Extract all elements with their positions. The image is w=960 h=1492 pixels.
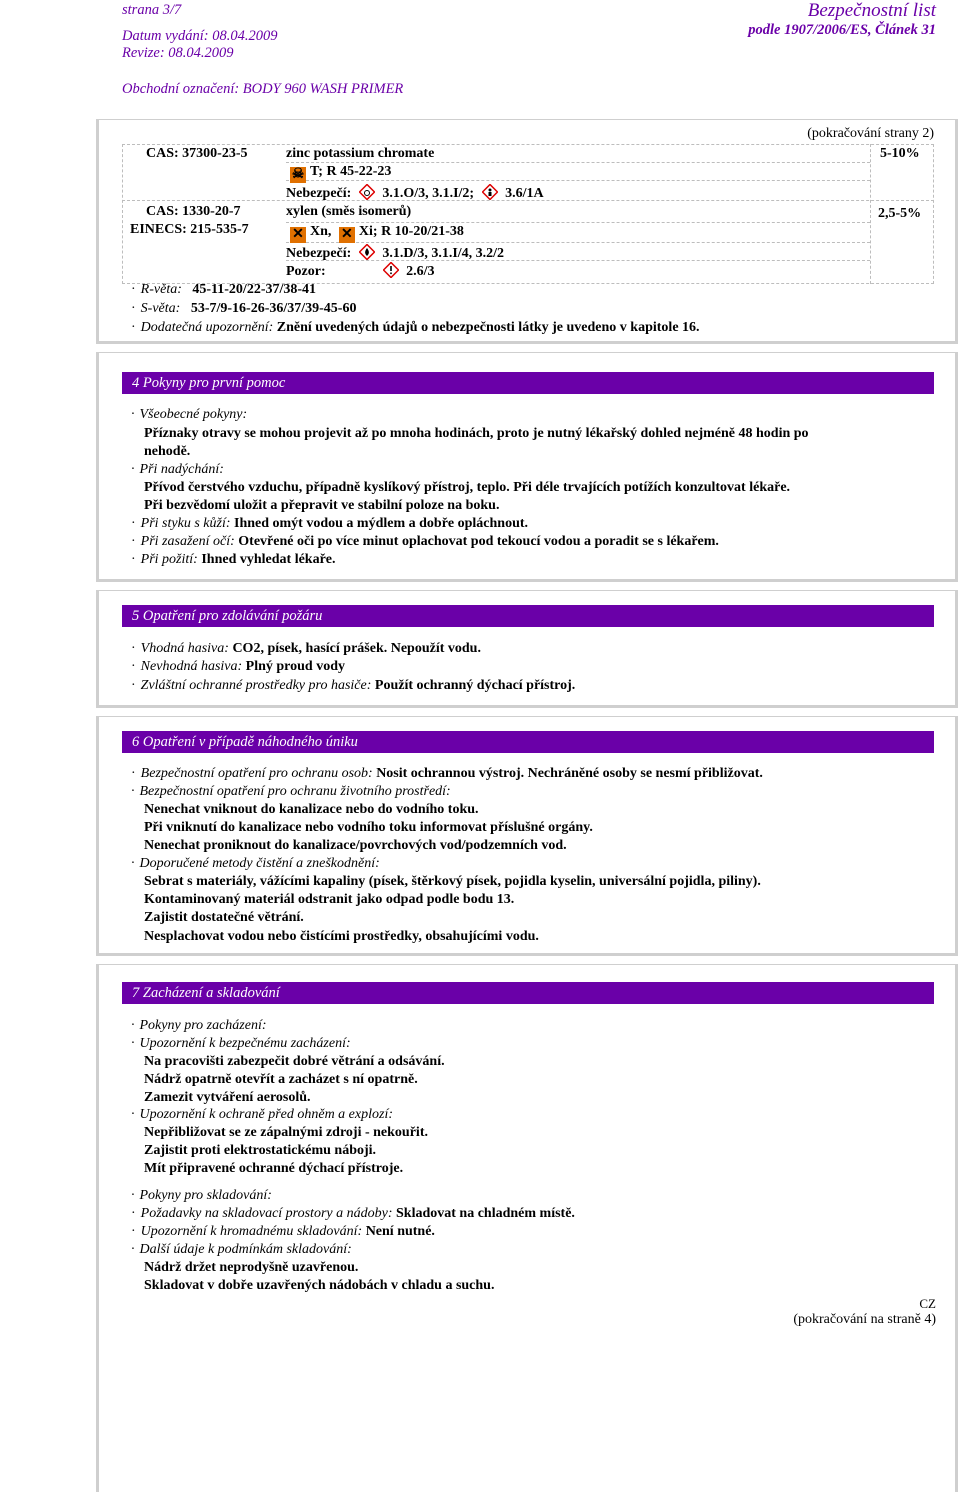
s7-handling-label: · Pokyny pro zacházení:	[131, 1017, 267, 1035]
s5-unsuitable: · Nevhodná hasiva: Plný proud vody	[131, 658, 345, 676]
component-2-concentration: 2,5-5%	[878, 206, 922, 221]
section-5-title: 5 Opatření pro zdolávání požáru	[122, 605, 934, 627]
s7-safe-3: Zamezit vytváření aerosolů.	[144, 1090, 311, 1105]
s4-inhalation-1: Přívod čerstvého vzduchu, případně kyslíkový přístroj, teplo. Při déle trvajících potížích konzultovat lékaře.	[144, 480, 791, 495]
component-2-einecs: EINECS: 215-535-7	[130, 222, 249, 237]
section-4-title: 4 Pokyny pro první pomoc	[122, 372, 934, 394]
component-1-hazard: Nebezpečí: 3.1.O/3, 3.1.I/2; 3.6/1A	[286, 186, 544, 201]
s7-fire-2: Zajistit proti elektrostatickému náboji.	[144, 1143, 377, 1158]
s6-env-2: Při vniknutí do kanalizace nebo vodního toku informovat příslušné orgány.	[144, 820, 593, 835]
s7-safe-1: Na pracovišti zabezpečit dobré větrání a odsávání.	[144, 1054, 445, 1069]
exclamation-icon	[383, 262, 399, 278]
s6-clean-label: · Doporučené metody čistění a zneškodnění:	[131, 855, 380, 873]
component-2-name: xylen (směs isomerů)	[286, 204, 412, 219]
footer-continued: (pokračování na straně 4)	[793, 1312, 936, 1327]
health-hazard-icon	[482, 184, 498, 200]
component-2-warning: Pozor: 2.6/3	[286, 264, 435, 279]
harmful-cross-icon: ✕	[290, 227, 306, 243]
s6-clean-2: Kontaminovaný materiál odstranit jako odpad podle bodu 13.	[144, 892, 515, 907]
trade-name: Obchodní označení: BODY 960 WASH PRIMER	[122, 81, 404, 97]
irritant-cross-icon: ✕	[339, 227, 355, 243]
s6-personal: · Bezpečnostní opatření pro ochranu osob: Nosit ochrannou výstroj. Nechráněné osoby se nesmí přibližovat.	[131, 765, 763, 783]
s7-safe-2: Nádrž opatrně otevřít a zacházet s ní opatrně.	[144, 1072, 418, 1087]
component-1-classification: ☠ T; R 45-22-23	[291, 164, 392, 182]
s4-general-1: Příznaky otravy se mohou projevit až po mnoha hodinách, proto je nutný lékařský dohled nejméně 48 hodin po	[144, 426, 809, 441]
component-2-cas: CAS: 1330-20-7	[146, 204, 241, 219]
s7-storage-label: · Pokyny pro skladování:	[131, 1187, 272, 1205]
flame-icon	[359, 244, 375, 260]
s4-general-label: · Všeobecné pokyny:	[131, 406, 247, 424]
s7-requirements: · Požadavky na skladovací prostory a nádoby: Skladovat na chladném místě.	[131, 1205, 575, 1223]
component-1-concentration: 5-10%	[880, 146, 920, 161]
continued-from: (pokračování strany 2)	[807, 126, 934, 141]
doc-title: Bezpečnostní list	[807, 0, 936, 21]
s7-fire-3: Mít připravené ochranné dýchací přístroje.	[144, 1161, 404, 1176]
toxic-skull-icon: ☠	[291, 167, 305, 182]
s-phrase: · S-věta: 53-7/9-16-26-36/37/39-45-60	[131, 300, 356, 318]
s5-suitable: · Vhodná hasiva: CO2, písek, hasící prášek. Nepoužít vodu.	[131, 640, 481, 658]
s4-general-2: nehodě.	[144, 444, 191, 459]
component-1-name: zinc potassium chromate	[286, 146, 435, 161]
footer-country: CZ	[919, 1296, 936, 1311]
s6-env-3: Nenechat proniknout do kanalizace/povrchových vod/podzemních vod.	[144, 838, 567, 853]
r-phrase: · R-věta: 45-11-20/22-37/38-41	[131, 281, 316, 299]
s6-clean-4: Nesplachovat vodou nebo čistícími prostředky, obsahujícími vodu.	[144, 929, 539, 944]
s6-env-label: · Bezpečnostní opatření pro ochranu životního prostředí:	[131, 783, 451, 801]
additional-notes: · Dodatečná upozornění: Znění uvedených údajů o nebezpečnosti látky je uvedeno v kapitole 16.	[131, 319, 700, 337]
s6-env-1: Nenechat vniknout do kanalizace nebo do vodního toku.	[144, 802, 479, 817]
s4-ingestion: · Při požití: Ihned vyhledat lékaře.	[131, 551, 336, 569]
revision-date: Revize: 08.04.2009	[122, 45, 234, 61]
s7-safe-label: · Upozornění k bezpečnému zacházení:	[131, 1035, 351, 1053]
s6-clean-3: Zajistit dostatečné větrání.	[144, 910, 304, 925]
issue-date: Datum vydání: 08.04.2009	[122, 28, 278, 44]
s4-inhalation-2: Při bezvědomí uložit a přepravit ve stabilní poloze na boku.	[144, 498, 500, 513]
s4-inhalation-label: · Při nadýchání:	[131, 461, 224, 479]
component-2-classification: ✕ Xn, ✕ Xi; R 10-20/21-38	[286, 224, 464, 243]
component-1-cas: CAS: 37300-23-5	[146, 146, 248, 161]
s4-skin: · Při styku s kůží: Ihned omýt vodou a mýdlem a dobře opláchnout.	[131, 515, 528, 533]
component-2-hazard: Nebezpečí: 3.1.D/3, 3.1.I/4, 3.2/2	[286, 246, 505, 261]
s7-fire-1: Nepřibližovat se ze zápalnými zdroji - nekouřit.	[144, 1125, 428, 1140]
section-7-title: 7 Zacházení a skladování	[122, 982, 934, 1004]
section-6-title: 6 Opatření v případě náhodného úniku	[122, 731, 934, 753]
flame-over-circle-icon	[359, 184, 375, 200]
s4-eye: · Při zasažení očí: Otevřené oči po více minut oplachovat pod tekoucí vodou a poradit se s lékařem.	[131, 533, 719, 551]
s5-ppe: · Zvláštní ochranné prostředky pro hasiče: Použít ochranný dýchací přístroj.	[131, 677, 575, 695]
s7-other-label: · Další údaje k podmínkám skladování:	[131, 1241, 352, 1259]
s7-bulk: · Upozornění k hromadnému skladování: Není nutné.	[131, 1223, 435, 1241]
s6-clean-1: Sebrat s materiály, vážícími kapaliny (písek, štěrkový písek, pojidla kyselin, universální pojidla, piliny).	[144, 874, 761, 889]
page-number: strana 3/7	[122, 2, 182, 18]
s7-fire-label: · Upozornění k ochraně před ohněm a explozí:	[131, 1106, 393, 1124]
regulation: podle 1907/2006/ES, Článek 31	[748, 22, 936, 38]
s7-other-2: Skladovat v dobře uzavřených nádobách v chladu a suchu.	[144, 1278, 495, 1293]
s7-other-1: Nádrž držet neprodyšně uzavřenou.	[144, 1260, 359, 1275]
